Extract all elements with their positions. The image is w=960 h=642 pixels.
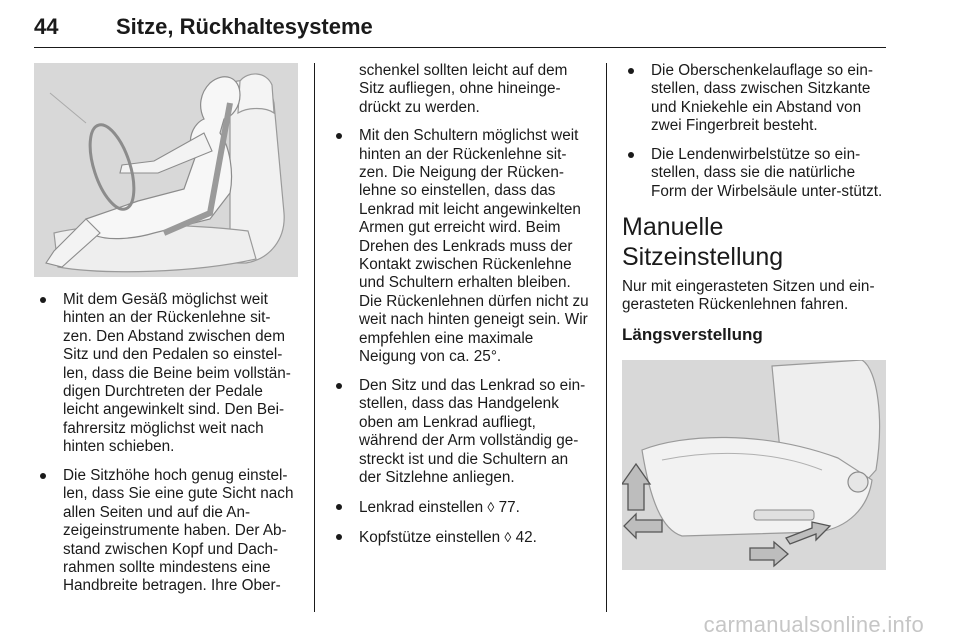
bullet-list-3 (622, 62, 888, 201)
section-text: Nur mit eingerasteten Sitzen und ein-gerasteten Rückenlehnen fahren. (622, 277, 875, 314)
subheading: Längsverstellung (622, 325, 763, 345)
list-item-headrest-ref (330, 528, 592, 547)
ref-page[interactable]: 42. (515, 528, 537, 546)
column-divider-2 (606, 63, 607, 612)
list-item: Mit dem Gesäß möglichst weit hinten an der Rückenlehne sit-zen. Den Abstand zwischen dem Sitz und den Pedalen so einstel-len, dass die Beine beim vollstän-digen Durchtreten der Pedale leicht angewinkelt sind. Den Bei-fahrersitz möglichst weit nach hinten schieben. (34, 291, 298, 457)
ref-page[interactable]: 77. (498, 498, 520, 516)
list-item: Den Sitz und das Lenkrad so ein-stellen, dass das Handgelenk oben am Lenkrad aufliegt, während der Arm vollständig ge-streckt ist und die Schultern an der Sitzlehne anliegen. (330, 377, 592, 487)
page-reference-icon: ◊ (504, 528, 512, 545)
header-rule (34, 47, 886, 48)
column-1 (34, 63, 298, 606)
driver-seating-illustration (34, 63, 298, 277)
page-reference-icon: ◊ (487, 498, 495, 515)
list-item: Mit den Schultern möglichst weit hinten an der Rückenlehne sit-zen. Die Neigung der Rücken-lehne so einstellen, dass das Lenkrad mit leicht angewinkelten Armen gut erreicht wird. Beim Drehen des Lenkrads muss der Kontakt zwischen Rückenlehne und Schultern erhalten bleiben. Die Rückenlehnen dürfen nicht zu weit nach hinten geneigt sein. Wir empfehlen eine maximale Neigung von ca. 25°. (330, 127, 592, 366)
seat-adjustment-illustration (622, 360, 886, 570)
list-item: Die Oberschenkelauflage so ein-stellen, dass zwischen Sitzkante und Kniekehle ein Abstand von zwei Fingerbreit besteht. (622, 62, 888, 136)
bullet-list-1 (34, 291, 298, 596)
page-title: Sitze, Rückhaltesysteme (116, 14, 373, 39)
column-divider-1 (314, 63, 315, 612)
page-header (34, 8, 886, 48)
list-item-steering-ref (330, 498, 592, 517)
list-item: Die Sitzhöhe hoch genug einstel-len, dass Sie eine gute Sicht nach allen Seiten und auf die An-zeigeinstrumente haben. Der Ab-stand zwischen Kopf und Dach-rahmen sollte mindestens eine Handbreite betragen. Ihre Ober- (34, 467, 298, 596)
seat-adjust-figure (622, 360, 886, 570)
driver-seated-figure (34, 63, 298, 277)
ref-text: Lenkrad einstellen (359, 498, 484, 516)
column-3 (622, 62, 888, 570)
continued-text: schenkel sollten leicht auf dem Sitz aufliegen, ohne hineinge-drückt zu werden. (359, 62, 568, 116)
bullet-list-2 (330, 127, 592, 547)
column-2 (330, 62, 592, 557)
watermark-text: carmanualsonline.info (703, 612, 924, 637)
page-number: 44 (34, 14, 59, 39)
section-heading: Manuelle Sitzeinstellung (622, 212, 784, 271)
list-item: Die Lendenwirbelstütze so ein-stellen, dass sie die natürliche Form der Wirbelsäule unter-stützt. (622, 146, 888, 201)
ref-text: Kopfstütze einstellen (359, 528, 501, 546)
